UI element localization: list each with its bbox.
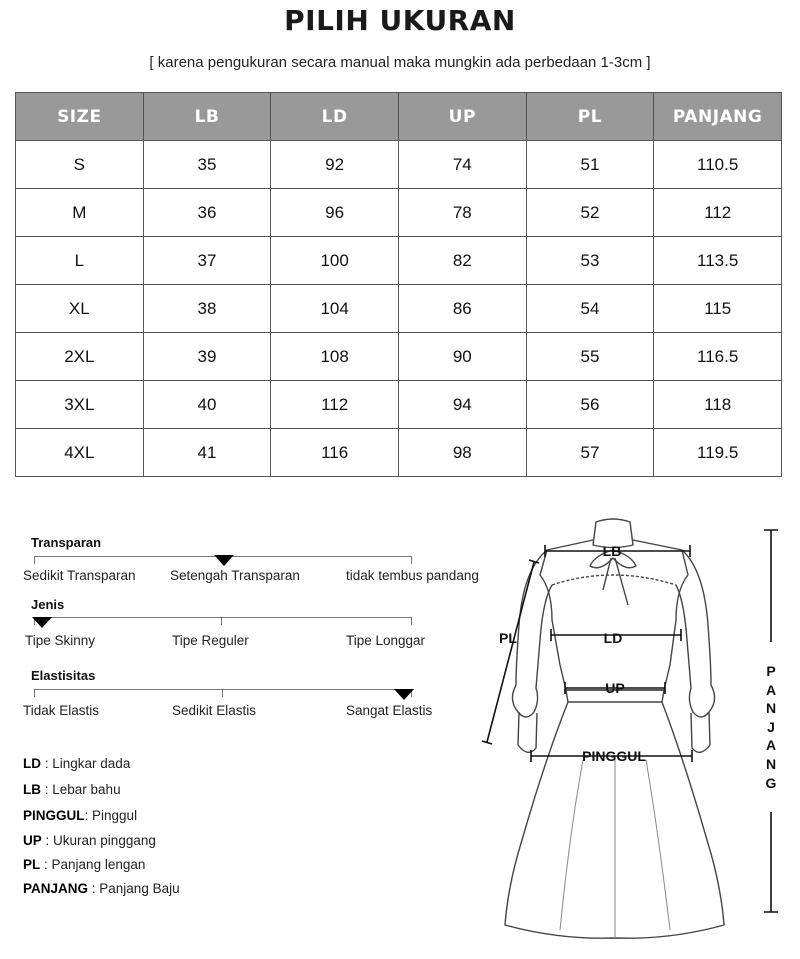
table-cell: 116.5 bbox=[654, 333, 782, 381]
table-cell: 100 bbox=[271, 237, 399, 285]
table-cell: 118 bbox=[654, 381, 782, 429]
table-cell: 36 bbox=[143, 189, 271, 237]
table-cell: S bbox=[16, 141, 144, 189]
table-cell: 92 bbox=[271, 141, 399, 189]
transparan-tick bbox=[411, 556, 412, 564]
header-pl: PL bbox=[526, 93, 654, 141]
table-cell: 112 bbox=[654, 189, 782, 237]
table-cell: 57 bbox=[526, 429, 654, 477]
table-cell: 110.5 bbox=[654, 141, 782, 189]
legend-item-pl: PL : Panjang lengan bbox=[23, 857, 146, 872]
table-cell: XL bbox=[16, 285, 144, 333]
table-row bbox=[16, 189, 782, 237]
elastisitas-tick bbox=[34, 689, 35, 697]
elastisitas-label-mid: Sedikit Elastis bbox=[172, 703, 257, 718]
lb-label: LB bbox=[602, 543, 622, 559]
table-cell: L bbox=[16, 237, 144, 285]
table-cell: 37 bbox=[143, 237, 271, 285]
panjang-letter: A bbox=[765, 737, 777, 754]
panjang-vertical-label bbox=[763, 662, 779, 792]
header-lb: LB bbox=[143, 93, 271, 141]
page-subtitle: [ karena pengukuran secara manual maka mungkin ada perbedaan 1-3cm ] bbox=[149, 54, 651, 71]
table-row bbox=[16, 333, 782, 381]
table-cell: 54 bbox=[526, 285, 654, 333]
table-cell: 55 bbox=[526, 333, 654, 381]
panjang-letter: P bbox=[766, 663, 776, 679]
table-cell: 90 bbox=[398, 333, 526, 381]
table-cell: 40 bbox=[143, 381, 271, 429]
transparan-label-low: Sedikit Transparan bbox=[23, 568, 136, 583]
table-cell: 119.5 bbox=[654, 429, 782, 477]
table-cell: 108 bbox=[271, 333, 399, 381]
table-cell: 82 bbox=[398, 237, 526, 285]
pinggul-label: PINGGUL bbox=[582, 748, 646, 764]
table-cell: 115 bbox=[654, 285, 782, 333]
table-cell: 3XL bbox=[16, 381, 144, 429]
table-row bbox=[16, 141, 782, 189]
table-cell: 35 bbox=[143, 141, 271, 189]
table-cell: 39 bbox=[143, 333, 271, 381]
table-cell: 74 bbox=[398, 141, 526, 189]
table-cell: 51 bbox=[526, 141, 654, 189]
pl-label: PL bbox=[499, 630, 517, 646]
panjang-letter: J bbox=[767, 718, 775, 735]
table-row bbox=[16, 381, 782, 429]
header-ld: LD bbox=[271, 93, 399, 141]
table-cell: 104 bbox=[271, 285, 399, 333]
jenis-tick bbox=[221, 617, 222, 625]
ld-label: LD bbox=[603, 630, 623, 646]
size-chart-table bbox=[15, 92, 782, 477]
table-cell: 112 bbox=[271, 381, 399, 429]
table-cell: 38 bbox=[143, 285, 271, 333]
table-cell: 86 bbox=[398, 285, 526, 333]
panjang-letter: N bbox=[765, 700, 777, 717]
legend-item-lb: LB : Lebar bahu bbox=[23, 782, 121, 797]
elastisitas-tick bbox=[222, 689, 223, 697]
header-up: UP bbox=[398, 93, 526, 141]
up-label: UP bbox=[605, 680, 625, 696]
jenis-label-low: Tipe Skinny bbox=[25, 633, 96, 648]
jenis-label-mid: Tipe Reguler bbox=[172, 633, 249, 648]
elastisitas-scale-line bbox=[34, 689, 412, 690]
table-cell: M bbox=[16, 189, 144, 237]
transparan-label-high: tidak tembus pandang bbox=[346, 568, 479, 583]
page-title: PILIH UKURAN bbox=[284, 4, 516, 37]
panjang-letter: G bbox=[765, 774, 777, 791]
legend-item-ld: LD : Lingkar dada bbox=[23, 756, 131, 771]
legend-item-panjang: PANJANG : Panjang Baju bbox=[23, 881, 180, 896]
table-cell: 56 bbox=[526, 381, 654, 429]
table-row bbox=[16, 429, 782, 477]
table-cell: 113.5 bbox=[654, 237, 782, 285]
header-panjang: PANJANG bbox=[654, 93, 782, 141]
legend-item-up: UP : Ukuran pinggang bbox=[23, 833, 156, 848]
panjang-letter: N bbox=[765, 755, 777, 772]
table-row bbox=[16, 237, 782, 285]
table-cell: 116 bbox=[271, 429, 399, 477]
panjang-letter: A bbox=[765, 681, 777, 698]
transparan-label-mid: Setengah Transparan bbox=[170, 568, 300, 583]
jenis-marker-icon bbox=[32, 617, 52, 628]
table-cell: 53 bbox=[526, 237, 654, 285]
elastisitas-label-high: Sangat Elastis bbox=[346, 703, 433, 718]
table-cell: 52 bbox=[526, 189, 654, 237]
jenis-label-high: Tipe Longgar bbox=[346, 633, 426, 648]
legend-item-pinggul: PINGGUL: Pinggul bbox=[23, 808, 138, 823]
transparan-title: Transparan bbox=[31, 535, 102, 550]
transparan-marker-icon bbox=[214, 555, 234, 566]
table-row bbox=[16, 285, 782, 333]
table-cell: 94 bbox=[398, 381, 526, 429]
table-cell: 2XL bbox=[16, 333, 144, 381]
jenis-title: Jenis bbox=[31, 597, 65, 612]
table-cell: 98 bbox=[398, 429, 526, 477]
header-size: SIZE bbox=[16, 93, 144, 141]
table-cell: 78 bbox=[398, 189, 526, 237]
table-cell: 4XL bbox=[16, 429, 144, 477]
table-cell: 41 bbox=[143, 429, 271, 477]
table-header-row bbox=[16, 93, 782, 141]
elastisitas-title: Elastisitas bbox=[31, 668, 96, 683]
transparan-tick bbox=[34, 556, 35, 564]
elastisitas-label-low: Tidak Elastis bbox=[23, 703, 100, 718]
elastisitas-marker-icon bbox=[394, 689, 414, 700]
dress-measurement-diagram bbox=[470, 505, 780, 950]
jenis-scale-line bbox=[34, 617, 412, 618]
table-cell: 96 bbox=[271, 189, 399, 237]
jenis-tick bbox=[411, 617, 412, 625]
